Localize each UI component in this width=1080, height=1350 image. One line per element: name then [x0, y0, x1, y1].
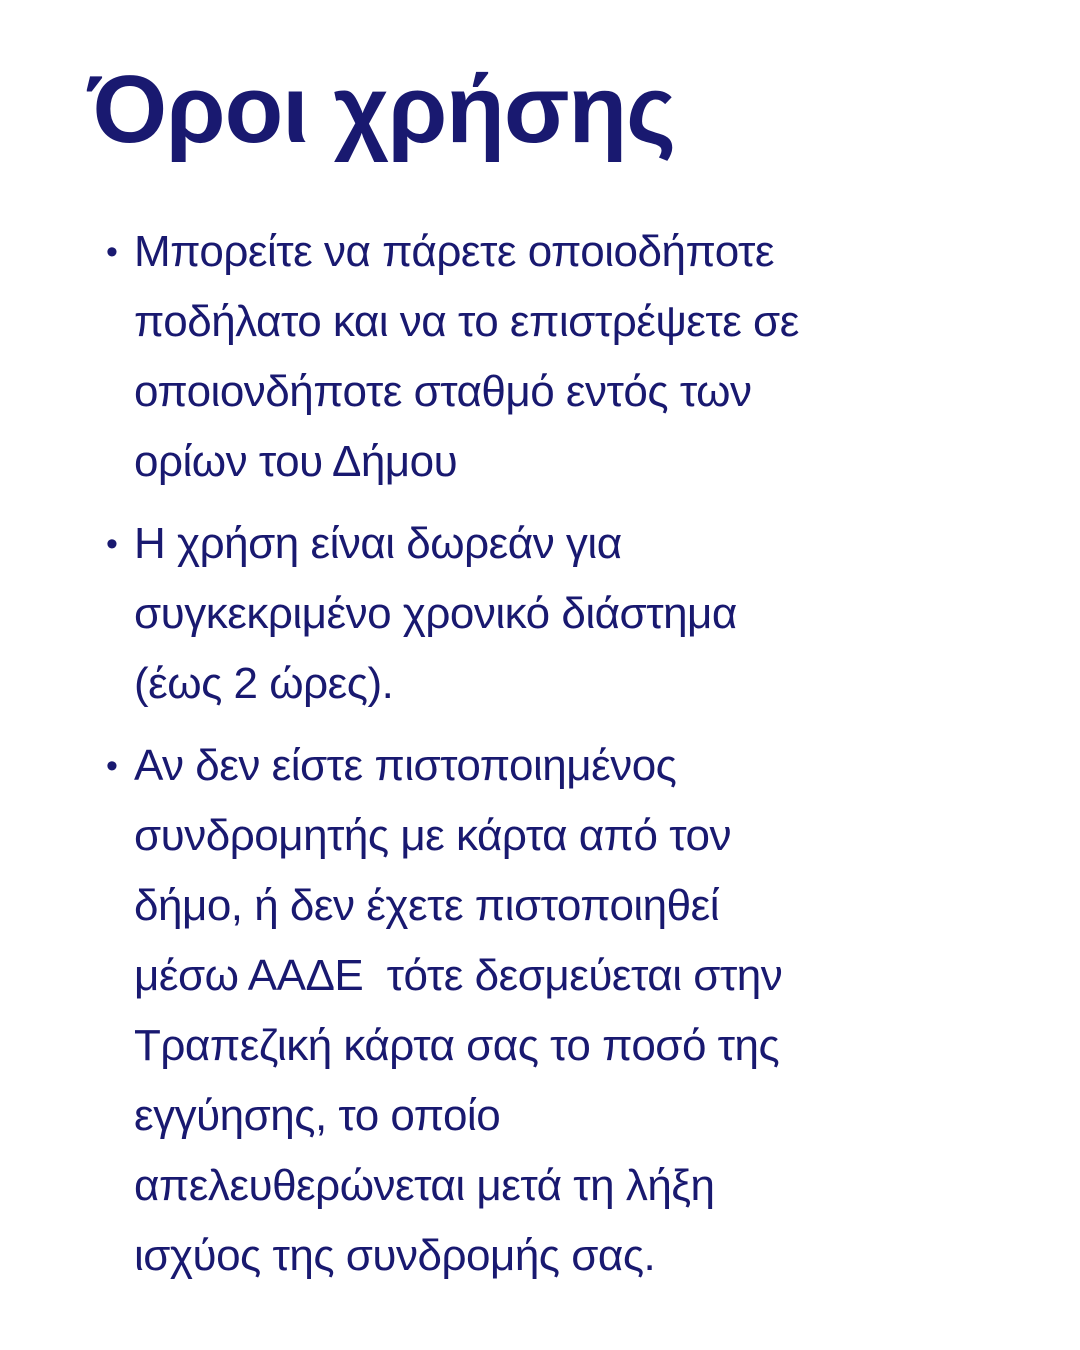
bullet-line: Μπορείτε να πάρετε οποιοδήποτε — [134, 227, 775, 277]
bullet-line: Αν δεν είστε πιστοποιημένος — [134, 741, 677, 791]
page-title: Όροι χρήσης — [88, 56, 676, 163]
list-item — [106, 217, 1040, 497]
list-item — [106, 731, 1040, 1291]
bullet-line: (έως 2 ώρες). — [134, 659, 394, 709]
bullet-line: οποιονδήποτε σταθμό εντός των — [134, 367, 752, 417]
bullet-icon: • — [106, 525, 118, 564]
bullet-line: Η χρήση είναι δωρεάν για — [134, 519, 622, 569]
bullet-line: απελευθερώνεται μετά τη λήξη — [134, 1161, 715, 1211]
bullet-line: εγγύησης, το οποίο — [134, 1091, 501, 1141]
bullet-line: Τραπεζική κάρτα σας το ποσό της — [134, 1021, 780, 1071]
bullet-line: μέσω ΑΑΔΕ τότε δεσμεύεται στην — [134, 951, 783, 1001]
bullet-icon: • — [106, 747, 118, 786]
bullet-icon: • — [106, 233, 118, 272]
bullet-text — [134, 217, 1040, 497]
bullet-text — [134, 731, 1040, 1291]
bullet-line: συνδρομητής με κάρτα από τον — [134, 811, 731, 861]
bullet-line: δήμο, ή δεν έχετε πιστοποιηθεί — [134, 881, 720, 931]
bullet-text — [134, 509, 1040, 719]
bullet-line: ισχύος της συνδρομής σας. — [134, 1231, 656, 1281]
bullet-line: ορίων του Δήμου — [134, 437, 458, 487]
list-item — [106, 509, 1040, 719]
bullet-line: συγκεκριμένο χρονικό διάστημα — [134, 589, 737, 639]
bullet-line: ποδήλατο και να το επιστρέψετε σε — [134, 297, 799, 347]
terms-bullet-list — [0, 217, 1080, 1291]
